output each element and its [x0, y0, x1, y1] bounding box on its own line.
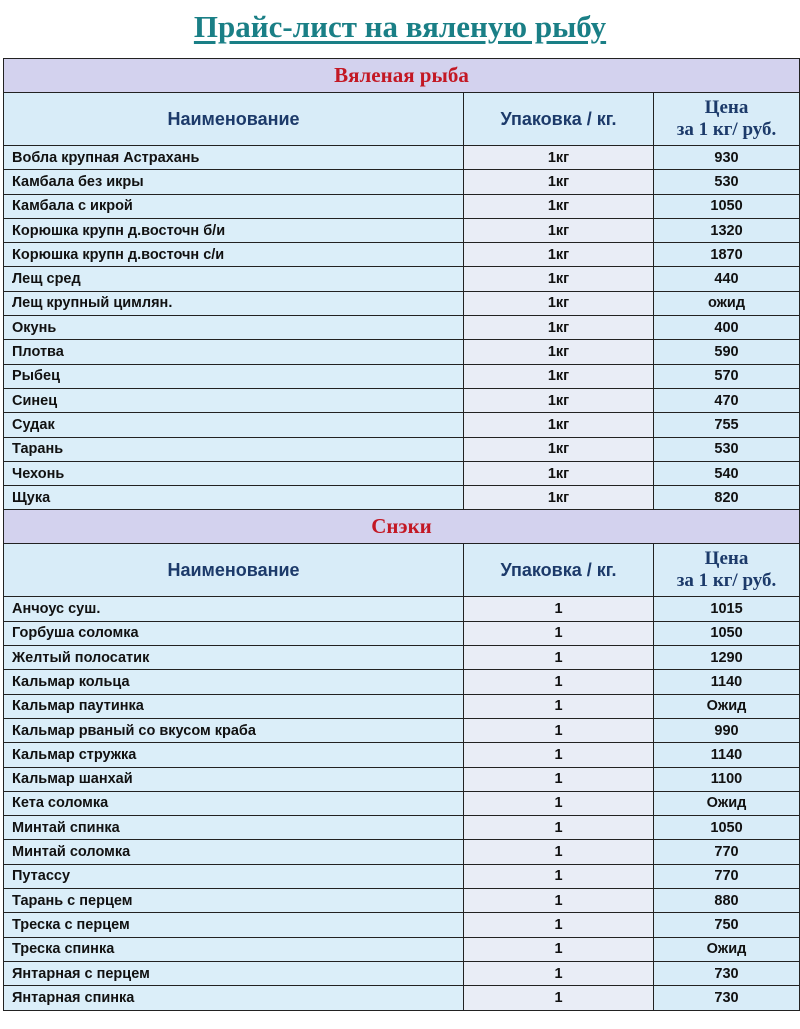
- product-name: Путассу: [4, 864, 464, 888]
- table-row: [4, 194, 800, 218]
- product-pack: 1: [464, 621, 654, 645]
- product-pack: 1: [464, 889, 654, 913]
- product-pack: 1кг: [464, 194, 654, 218]
- product-pack: 1: [464, 816, 654, 840]
- product-name: Корюшка крупн д.восточн б/и: [4, 218, 464, 242]
- product-pack: 1кг: [464, 437, 654, 461]
- product-name: Желтый полосатик: [4, 646, 464, 670]
- product-pack: 1: [464, 864, 654, 888]
- product-pack: 1: [464, 646, 654, 670]
- table-row: [4, 243, 800, 267]
- product-name: Янтарная спинка: [4, 986, 464, 1010]
- product-name: Минтай спинка: [4, 816, 464, 840]
- product-pack: 1кг: [464, 267, 654, 291]
- product-name: Судак: [4, 413, 464, 437]
- product-name: Синец: [4, 388, 464, 412]
- product-name: Кальмар стружка: [4, 743, 464, 767]
- product-price: 755: [654, 413, 800, 437]
- table-row: [4, 364, 800, 388]
- product-pack: 1: [464, 694, 654, 718]
- product-name: Анчоус суш.: [4, 597, 464, 621]
- product-name: Кальмар кольца: [4, 670, 464, 694]
- product-price: 1140: [654, 743, 800, 767]
- product-price: 1290: [654, 646, 800, 670]
- product-price: 770: [654, 840, 800, 864]
- product-pack: 1кг: [464, 316, 654, 340]
- product-pack: 1кг: [464, 364, 654, 388]
- product-price: 880: [654, 889, 800, 913]
- table-row: [4, 170, 800, 194]
- price-header-line1: Цена: [704, 548, 749, 570]
- table-row: [4, 694, 800, 718]
- product-name: Вобла крупная Астрахань: [4, 146, 464, 170]
- product-price: 1100: [654, 767, 800, 791]
- product-price: 1050: [654, 816, 800, 840]
- product-price: 1140: [654, 670, 800, 694]
- product-name: Треска с перцем: [4, 913, 464, 937]
- table-row: [4, 937, 800, 961]
- product-pack: 1: [464, 743, 654, 767]
- product-price: 750: [654, 913, 800, 937]
- price-table: [3, 58, 800, 1011]
- product-price: 820: [654, 486, 800, 510]
- product-pack: 1кг: [464, 291, 654, 315]
- product-price: 400: [654, 316, 800, 340]
- product-price: 590: [654, 340, 800, 364]
- product-price: Ожид: [654, 791, 800, 815]
- column-header-price: [654, 93, 800, 146]
- table-row: [4, 816, 800, 840]
- table-row: [4, 670, 800, 694]
- product-pack: 1: [464, 670, 654, 694]
- table-row: [4, 413, 800, 437]
- product-price: ожид: [654, 291, 800, 315]
- price-header-line2: за 1 кг/ руб.: [676, 570, 777, 592]
- product-price: 770: [654, 864, 800, 888]
- product-price: 730: [654, 986, 800, 1010]
- product-price: 930: [654, 146, 800, 170]
- table-row: [4, 840, 800, 864]
- product-name: Щука: [4, 486, 464, 510]
- product-name: Треска спинка: [4, 937, 464, 961]
- table-row: [4, 218, 800, 242]
- price-header-line2: за 1 кг/ руб.: [676, 119, 777, 140]
- table-row: [4, 913, 800, 937]
- table-row: [4, 961, 800, 985]
- page-title: Прайс-лист на вяленую рыбу: [193, 9, 607, 44]
- product-pack: 1: [464, 840, 654, 864]
- product-price: 1050: [654, 621, 800, 645]
- product-name: Плотва: [4, 340, 464, 364]
- product-price: 1320: [654, 218, 800, 242]
- table-row: [4, 986, 800, 1010]
- product-name: Корюшка крупн д.восточн с/и: [4, 243, 464, 267]
- product-price: 530: [654, 170, 800, 194]
- product-name: Рыбец: [4, 364, 464, 388]
- product-price: 1015: [654, 597, 800, 621]
- product-price: Ожид: [654, 694, 800, 718]
- product-name: Кальмар паутинка: [4, 694, 464, 718]
- table-row: [4, 718, 800, 742]
- product-name: Янтарная с перцем: [4, 961, 464, 985]
- product-name: Кальмар рваный со вкусом краба: [4, 718, 464, 742]
- product-pack: 1кг: [464, 340, 654, 364]
- product-pack: 1кг: [464, 243, 654, 267]
- product-name: Минтай соломка: [4, 840, 464, 864]
- table-row: [4, 388, 800, 412]
- product-name: Чехонь: [4, 461, 464, 485]
- product-price: 1870: [654, 243, 800, 267]
- table-row: [4, 864, 800, 888]
- product-pack: 1кг: [464, 413, 654, 437]
- table-row: [4, 767, 800, 791]
- product-price: 570: [654, 364, 800, 388]
- price-table-body: [4, 59, 800, 1011]
- table-row: [4, 267, 800, 291]
- product-pack: 1: [464, 718, 654, 742]
- section-title: Снэки: [4, 510, 800, 544]
- product-price: 990: [654, 718, 800, 742]
- product-pack: 1: [464, 791, 654, 815]
- product-price: 730: [654, 961, 800, 985]
- column-header-name: Наименование: [4, 93, 464, 146]
- product-price: 470: [654, 388, 800, 412]
- product-pack: 1: [464, 986, 654, 1010]
- section-header: [4, 59, 800, 93]
- product-name: Кета соломка: [4, 791, 464, 815]
- table-row: [4, 316, 800, 340]
- column-header-price: [654, 544, 800, 597]
- table-row: [4, 791, 800, 815]
- table-row: [4, 743, 800, 767]
- product-price: 540: [654, 461, 800, 485]
- product-name: Тарань с перцем: [4, 889, 464, 913]
- price-header-line1: Цена: [704, 97, 749, 118]
- column-header-row: [4, 544, 800, 597]
- product-pack: 1: [464, 913, 654, 937]
- product-pack: 1кг: [464, 170, 654, 194]
- product-name: Камбала с икрой: [4, 194, 464, 218]
- product-price: 1050: [654, 194, 800, 218]
- product-name: Кальмар шанхай: [4, 767, 464, 791]
- table-row: [4, 646, 800, 670]
- product-name: Тарань: [4, 437, 464, 461]
- column-header-name: Наименование: [4, 544, 464, 597]
- product-price: 440: [654, 267, 800, 291]
- table-row: [4, 291, 800, 315]
- section-header: [4, 510, 800, 544]
- column-header-pack: Упаковка / кг.: [464, 544, 654, 597]
- product-name: Окунь: [4, 316, 464, 340]
- product-price: Ожид: [654, 937, 800, 961]
- product-name: Лещ сред: [4, 267, 464, 291]
- product-pack: 1кг: [464, 461, 654, 485]
- column-header-pack: Упаковка / кг.: [464, 93, 654, 146]
- product-pack: 1: [464, 597, 654, 621]
- product-pack: 1: [464, 961, 654, 985]
- product-pack: 1кг: [464, 146, 654, 170]
- table-row: [4, 146, 800, 170]
- table-row: [4, 340, 800, 364]
- table-row: [4, 597, 800, 621]
- product-price: 530: [654, 437, 800, 461]
- product-pack: 1: [464, 767, 654, 791]
- table-row: [4, 461, 800, 485]
- table-row: [4, 437, 800, 461]
- table-row: [4, 621, 800, 645]
- product-name: Лещ крупный цимлян.: [4, 291, 464, 315]
- product-name: Горбуша соломка: [4, 621, 464, 645]
- product-name: Камбала без икры: [4, 170, 464, 194]
- table-row: [4, 889, 800, 913]
- product-pack: 1кг: [464, 388, 654, 412]
- product-pack: 1: [464, 937, 654, 961]
- section-title: Вяленая рыба: [4, 59, 800, 93]
- product-pack: 1кг: [464, 218, 654, 242]
- table-row: [4, 486, 800, 510]
- column-header-row: [4, 93, 800, 146]
- product-pack: 1кг: [464, 486, 654, 510]
